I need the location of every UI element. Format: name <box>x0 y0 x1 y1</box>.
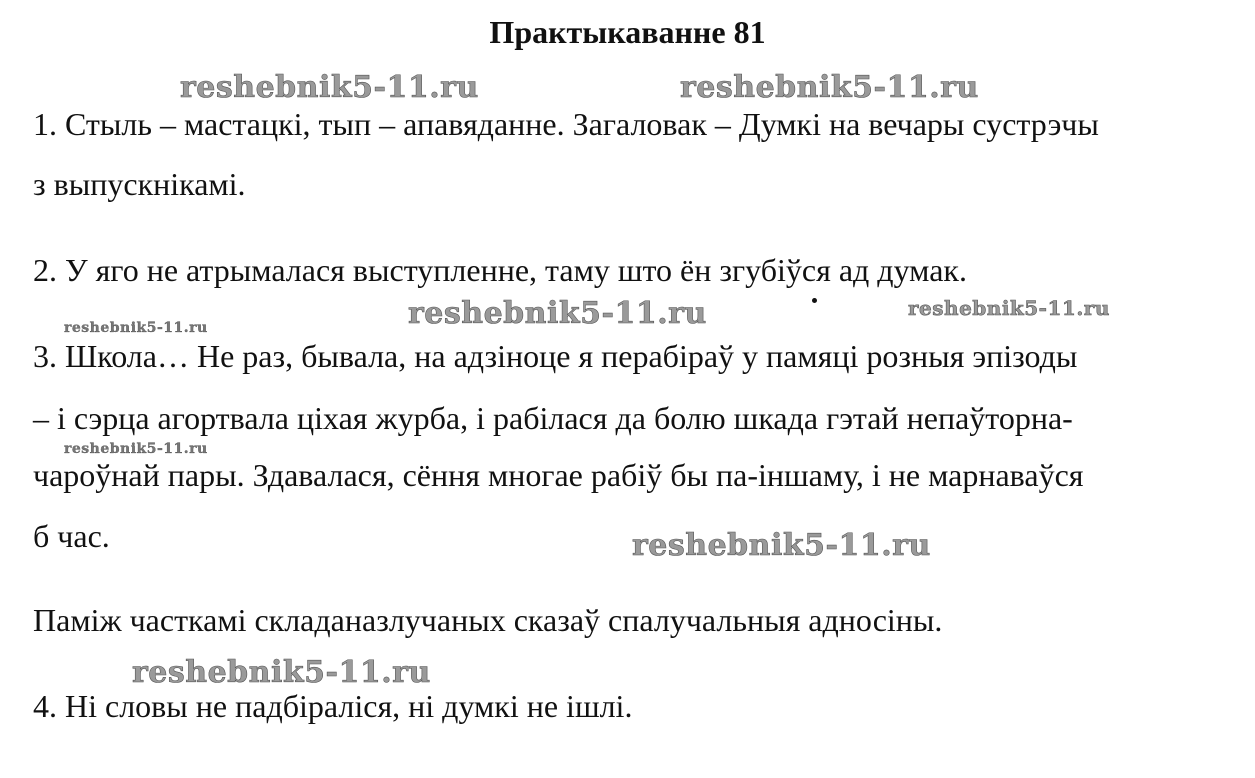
watermark: reshebnik5-11.ru <box>64 320 208 336</box>
watermark: reshebnik5-11.ru <box>64 441 208 457</box>
text-line: 2. У яго не атрымалася выступленне, таму што ён згубіўся ад думак. <box>33 252 967 288</box>
text-line: чароўнай пары. Здавалася, сёння многае рабіў бы па-іншаму, і не марнаваўся <box>33 457 1084 493</box>
text-line: б час. <box>33 518 110 554</box>
exercise-title: Практыкаванне 81 <box>489 14 766 50</box>
watermark: reshebnik5-11.ru <box>680 70 979 105</box>
text-line: з выпускнікамі. <box>33 166 246 202</box>
text-line: 3. Школа… Не раз, бывала, на адзіноце я перабіраў у памяці розныя эпізоды <box>33 338 1078 374</box>
watermark: reshebnik5-11.ru <box>408 296 707 331</box>
text-line: 4. Ні словы не падбіраліся, ні думкі не ішлі. <box>33 688 633 724</box>
stray-dot <box>812 298 817 303</box>
text-line: 1. Стыль – мастацкі, тып – апавяданне. Загаловак – Думкі на вечары сустрэчы <box>33 106 1099 142</box>
watermark: reshebnik5-11.ru <box>632 528 931 563</box>
watermark: reshebnik5-11.ru <box>908 296 1110 320</box>
watermark: reshebnik5-11.ru <box>180 70 479 105</box>
watermark: reshebnik5-11.ru <box>132 655 431 690</box>
text-line: Паміж часткамі складаназлучаных сказаў спалучальныя адносіны. <box>33 602 943 638</box>
text-line: – і сэрца агортвала ціхая журба, і рабілася да болю шкада гэтай непаўторна- <box>33 400 1073 436</box>
